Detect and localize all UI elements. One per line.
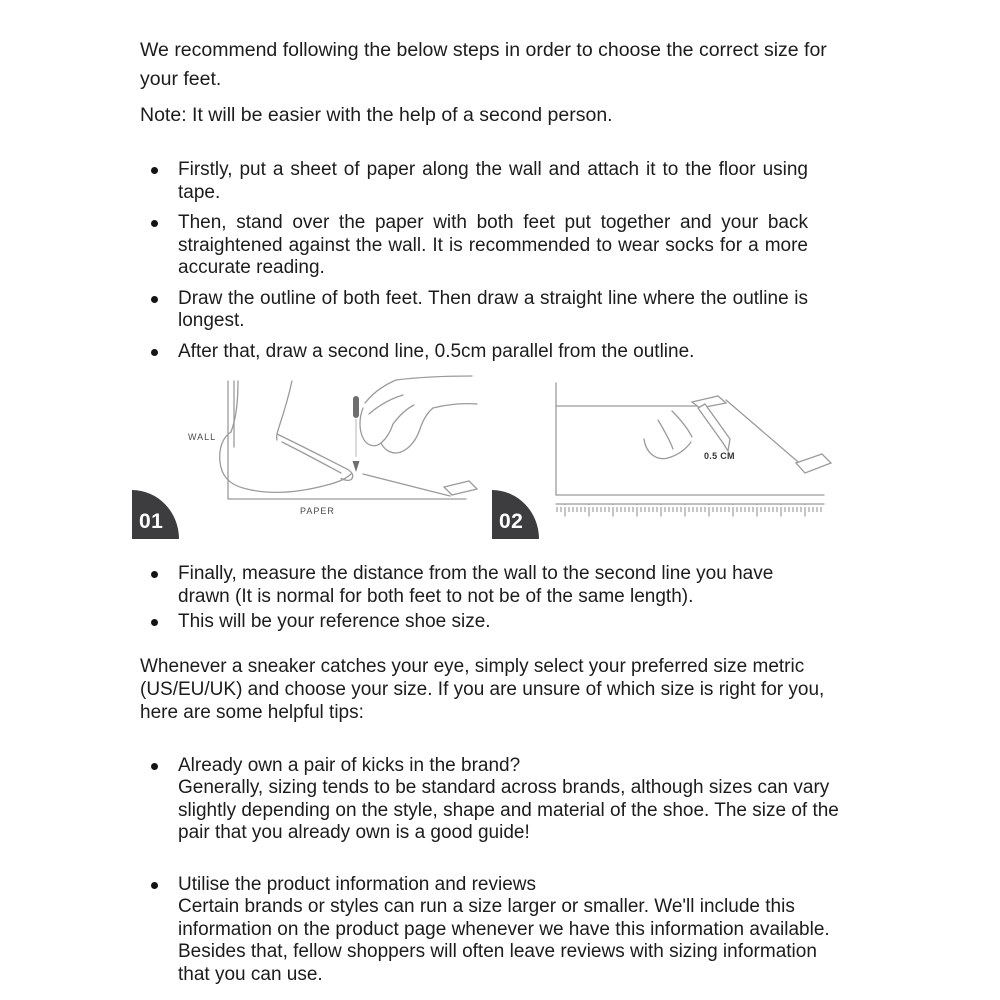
tips-list (140, 755, 846, 987)
tip-1-body: Generally, sizing tends to be standard across brands, although sizes can vary slightly depending on the style, shape and material of the shoe. The size of the pair that you already own is a good guide! (178, 777, 839, 843)
step-item-4: After that, draw a second line, 0.5cm parallel from the outline. (140, 341, 808, 364)
outline-and-ruler-illustration (492, 375, 842, 541)
results-list (140, 563, 808, 634)
pencil-icon (698, 404, 730, 451)
tip-2-body: Certain brands or styles can run a size larger or smaller. We'll include this information on the product page whenever we have this information available. Besides that, fellow shoppers will often leave reviews with sizing information that you can use. (178, 896, 830, 985)
result-item-1: Finally, measure the distance from the wall to the second line you have drawn (It is normal for both feet to not be of the same length). (140, 563, 808, 608)
result-item-2: This will be your reference shoe size. (140, 611, 808, 634)
figure-02 (492, 375, 842, 541)
step-badge-02-number: 02 (499, 510, 524, 533)
sizing-intro-paragraph: Whenever a sneaker catches your eye, simply select your preferred size metric (US/EU/UK) and choose your size. If you are unsure of which size is right for you, here are some helpful tips: (140, 655, 825, 723)
step-item-2: Then, stand over the paper with both feet put together and your back straightened against the wall. It is recommended to wear socks for a more accurate reading. (140, 212, 808, 280)
step-item-3: Draw the outline of both feet. Then draw a straight line where the outline is longest. (140, 288, 808, 333)
tape-piece-icon (796, 454, 831, 473)
tip-2-title: Utilise the product information and reviews (178, 873, 537, 895)
pencil-icon (353, 399, 360, 472)
note-paragraph: Note: It will be easier with the help of a second person. (140, 104, 613, 126)
tape-piece-icon (444, 481, 477, 495)
offset-measure-label: 0.5 CM (704, 451, 735, 461)
step-badge-01-number: 01 (139, 510, 164, 533)
paper-label: PAPER (300, 506, 335, 516)
figure-01 (132, 375, 484, 541)
measuring-steps-list (140, 159, 808, 363)
tip-item-2 (140, 874, 846, 987)
foot-against-wall-illustration (132, 375, 484, 541)
intro-paragraph: We recommend following the below steps in order to choose the correct size for your feet. (140, 39, 827, 90)
marking-arrow-icon (353, 461, 360, 472)
step-item-1: Firstly, put a sheet of paper along the wall and attach it to the floor using tape. (140, 159, 808, 204)
ruler-ticks-icon (556, 505, 824, 517)
illustrations-row (140, 375, 842, 541)
document-content (140, 36, 842, 1000)
wall-label: WALL (188, 432, 217, 442)
tip-item-1 (140, 755, 846, 845)
tip-1-title: Already own a pair of kicks in the brand? (178, 754, 521, 776)
